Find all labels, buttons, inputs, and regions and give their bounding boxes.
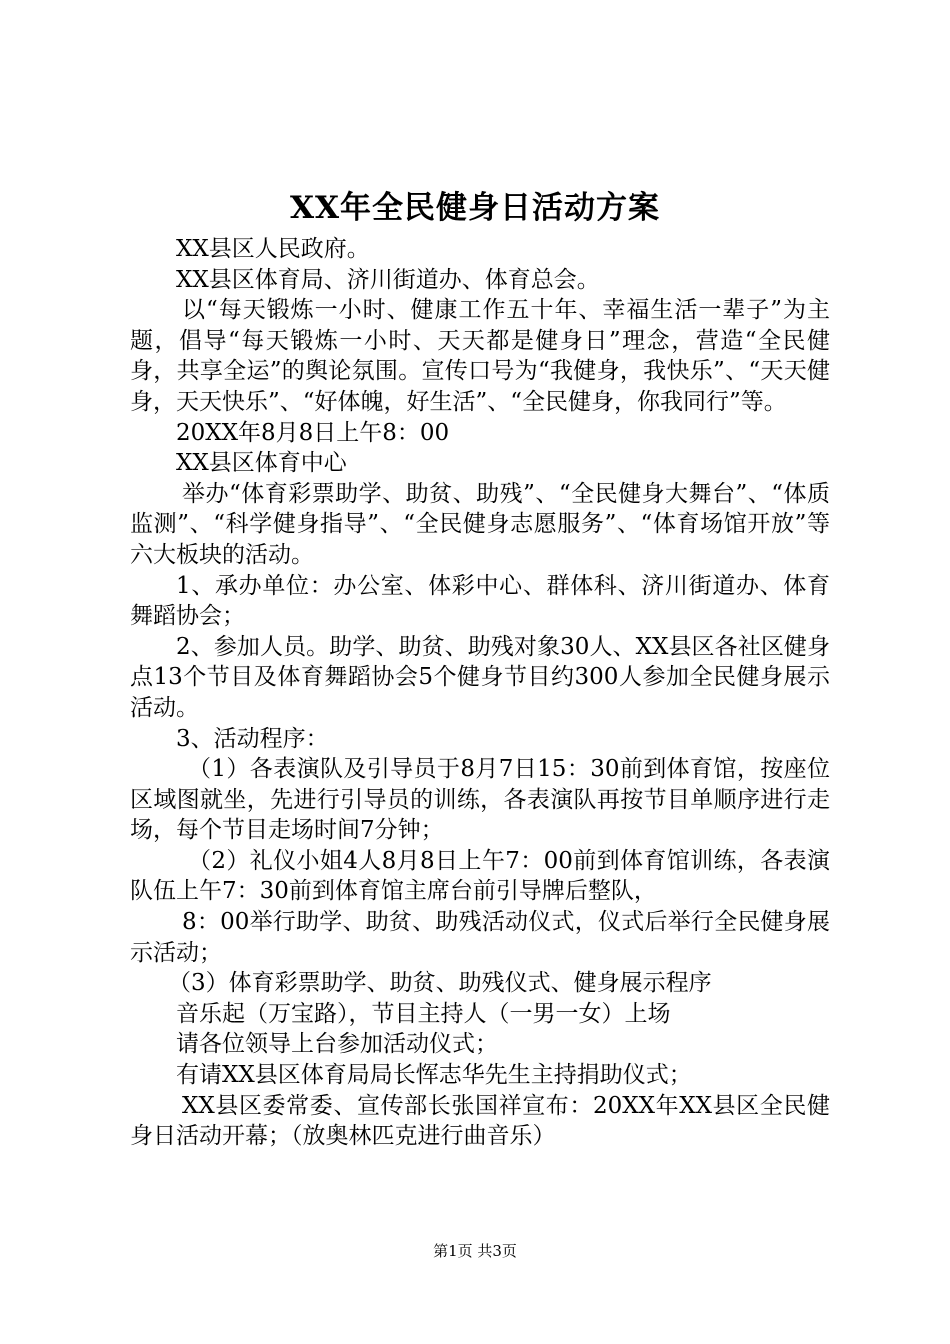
document-title: XX年全民健身日活动方案 bbox=[289, 190, 661, 226]
paragraph-organizers: XX县区体育局、济川街道办、体育总会。 bbox=[176, 266, 600, 293]
paragraph-host-government: XX县区人民政府。 bbox=[176, 236, 370, 262]
document-body bbox=[130, 234, 830, 1152]
paragraph-item-2: 2、参加人员。助学、助贫、助残对象30人、XX县区各社区健身点13个节目及体育舞蹈协会5个健身节目约300人参加全民健身展示活动。 bbox=[130, 633, 830, 721]
paragraph-step-2: （2）礼仪小姐4人8月8日上午7：00前到体育馆训练，各表演队伍上午7：30前到体育馆主席台前引导牌后整队， bbox=[130, 847, 830, 905]
paragraph-activities: 举办“体育彩票助学、助贫、助残”、“全民健身大舞台”、“体质监测”、“科学健身指导”、“全民健身志愿服务”、“体育场馆开放”等六大板块的活动。 bbox=[130, 480, 830, 568]
paragraph-item-3: 3、活动程序： bbox=[176, 725, 329, 752]
paragraph-step-3: （3）体育彩票助学、助贫、助残仪式、健身展示程序 bbox=[168, 970, 712, 997]
paragraph-theme: 以“每天锻炼一小时、健康工作五十年、幸福生活一辈子”为主题，倡导“每天锻炼一小时、天天都是健身日”理念，营造“全民健身，共享全运”的舆论氛围。宣传口号为“我健身，我快乐”、“天天健身，天天快乐”、“好体魄，好生活”、“全民健身，你我同行”等。 bbox=[130, 297, 830, 415]
paragraph-host-speech: 有请XX县区体育局局长恽志华先生主持捐助仪式； bbox=[176, 1062, 692, 1089]
page-footer: 第1页 共3页 bbox=[433, 1242, 517, 1260]
paragraph-music: 音乐起（万宝路），节目主持人（一男一女）上场 bbox=[176, 1000, 671, 1027]
paragraph-leaders: 请各位领导上台参加活动仪式； bbox=[176, 1031, 498, 1058]
paragraph-item-1: 1、承办单位：办公室、体彩中心、群体科、济川街道办、体育舞蹈协会； bbox=[130, 572, 830, 630]
paragraph-step-1: （1）各表演队及引导员于8月7日15：30前到体育馆，按座位区域图就坐，先进行引导员的训练，各表演队再按节目单顺序进行走场，每个节目走场时间7分钟； bbox=[130, 756, 830, 844]
paragraph-venue: XX县区体育中心 bbox=[176, 450, 347, 477]
paragraph-ceremony-time: 8：00举行助学、助贫、助残活动仪式，仪式后举行全民健身展示活动； bbox=[130, 909, 830, 966]
paragraph-time: 20XX年8月8日上午8：00 bbox=[176, 419, 450, 446]
paragraph-opening: XX县区委常委、宣传部长张国祥宣布：20XX年XX县区全民健身日活动开幕；（放奥林匹克进行曲音乐） bbox=[130, 1092, 830, 1150]
